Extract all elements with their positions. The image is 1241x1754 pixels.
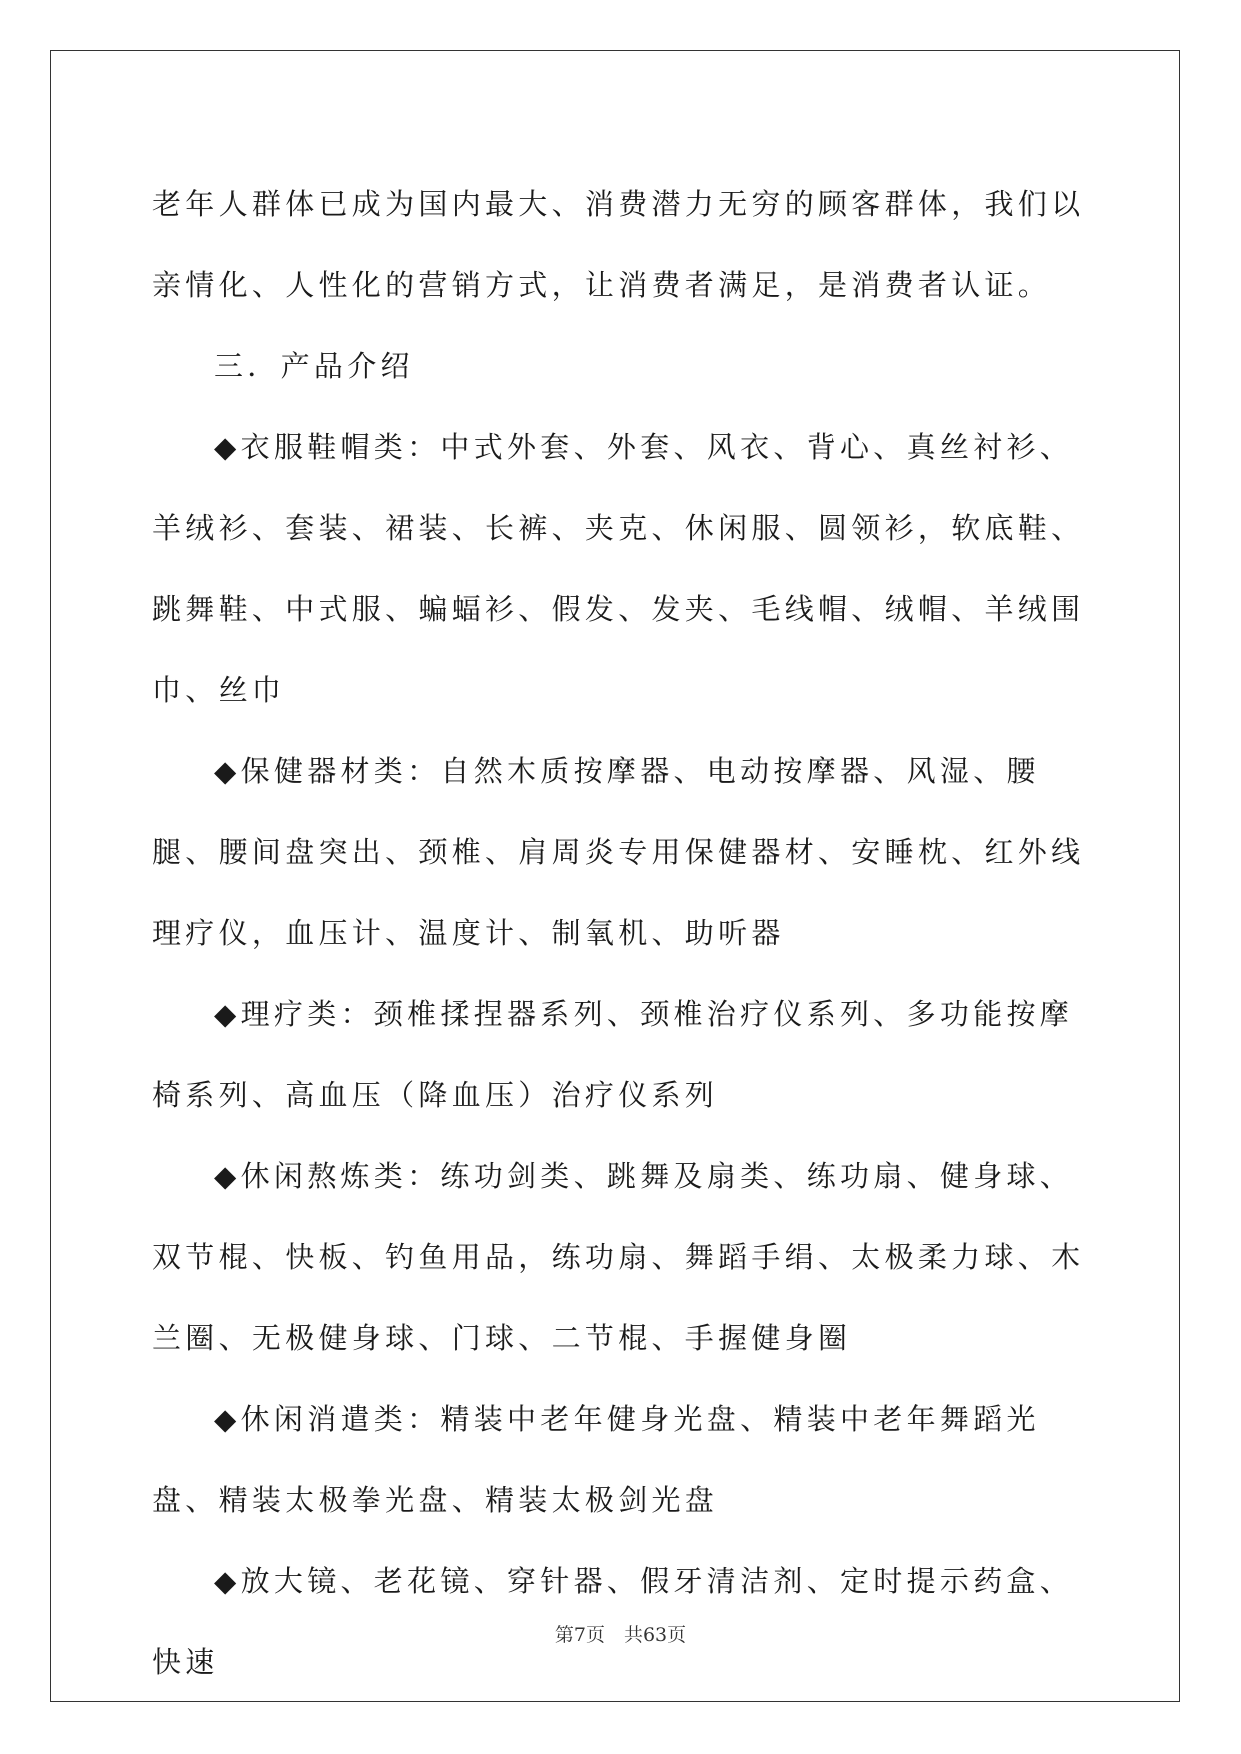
paragraph-leisure-exercise: ◆休闲熬炼类：练功剑类、跳舞及扇类、练功扇、健身球、双节棍、快板、钓鱼用品，练功扇、舞蹈手绢、太极柔力球、木兰圈、无极健身球、门球、二节棍、手握健身圈 — [152, 1159, 1085, 1355]
paragraph-leisure-entertainment: ◆休闲消遣类：精装中老年健身光盘、精装中老年舞蹈光盘、精装太极拳光盘、精装太极剑光盘 — [152, 1402, 1040, 1517]
paragraph-clothing: ◆衣服鞋帽类：中式外套、外套、风衣、背心、真丝衬衫、羊绒衫、套装、裙装、长裤、夹克、休闲服、圆领衫，软底鞋、跳舞鞋、中式服、蝙蝠衫、假发、发夹、毛线帽、绒帽、羊绒围巾、丝巾 — [152, 430, 1085, 707]
paragraph-health-equipment: ◆保健器材类：自然木质按摩器、电动按摩器、风湿、腰腿、腰间盘突出、颈椎、肩周炎专用保健器材、安睡枕、红外线理疗仪，血压计、温度计、制氧机、助听器 — [152, 754, 1085, 950]
page-footer: 第7页 共63页 — [554, 1624, 687, 1646]
document-body — [152, 164, 1088, 1703]
section-heading-product-intro: 三．产品介绍 — [214, 349, 414, 383]
paragraph-physiotherapy: ◆理疗类：颈椎揉捏器系列、颈椎治疗仪系列、多功能按摩椅系列、高血压（降血压）治疗仪系列 — [152, 997, 1074, 1112]
paragraph-accessories: ◆放大镜、老花镜、穿针器、假牙清洁剂、定时提示药盒、快速 — [152, 1564, 1074, 1679]
paragraph-intro: 老年人群体已成为国内最大、消费潜力无穷的顾客群体，我们以亲情化、人性化的营销方式，让消费者满足，是消费者认证。 — [152, 187, 1085, 302]
